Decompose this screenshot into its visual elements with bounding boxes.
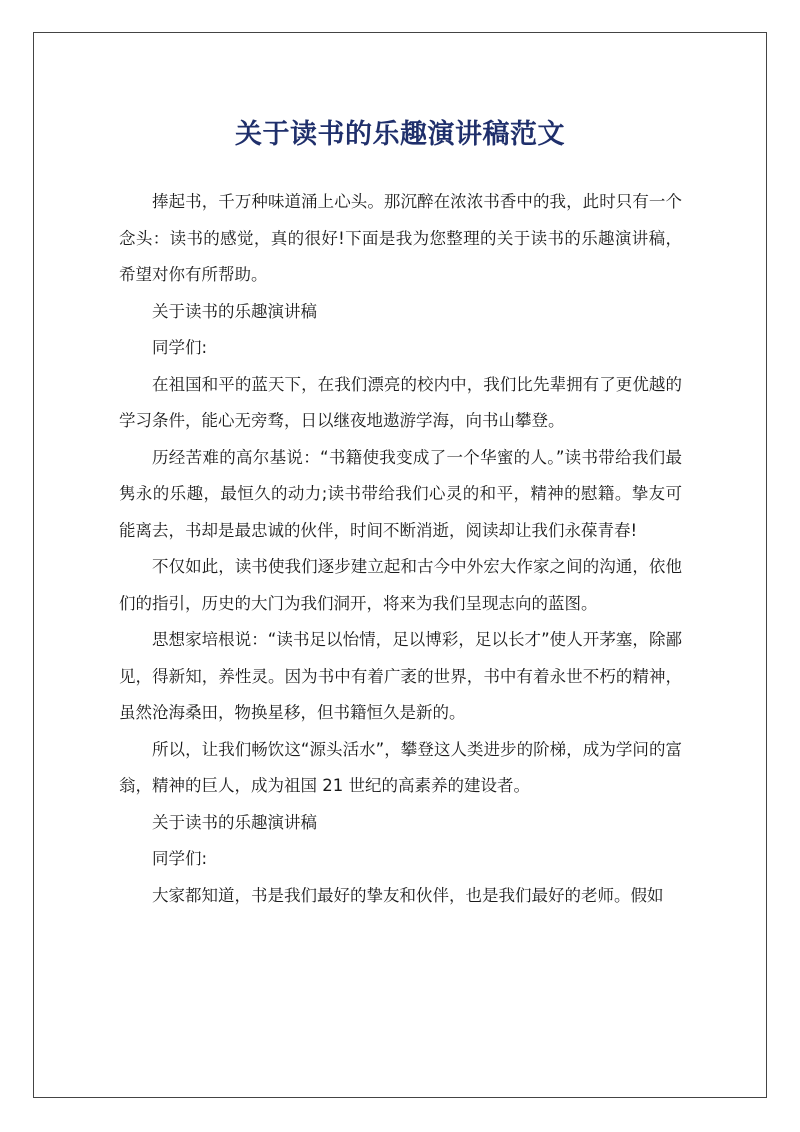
paragraph-greeting: 同学们: (152, 849, 208, 868)
document-title: 关于读书的乐趣演讲稿范文 (235, 119, 565, 150)
paragraph-greeting: 同学们: (152, 338, 208, 357)
paragraph-subtitle: 关于读书的乐趣演讲稿 (152, 812, 317, 832)
document-body (119, 184, 682, 914)
paragraph: 所以，让我们畅饮这“源头活水”，攀登这人类进步的阶梯，成为学问的富翁，精神的巨人，成为祖国 21 世纪的高素养的建设者。 (119, 739, 682, 795)
paragraph: 不仅如此，读书使我们逐步建立起和古今中外宏大作家之间的沟通，依他们的指引，历史的大门为我们洞开，将来为我们呈现志向的蓝图。 (119, 557, 682, 613)
paragraph: 历经苦难的高尔基说：“书籍使我变成了一个华蜜的人。”读书带给我们最隽永的乐趣，最恒久的动力;读书带给我们心灵的和平，精神的慰籍。挚友可能离去，书却是最忠诚的伙伴，时间不断消逝，阅读却让我们永葆青春! (119, 447, 682, 540)
paragraph: 大家都知道，书是我们最好的挚友和伙伴，也是我们最好的老师。假如 (152, 885, 664, 905)
paragraph: 在祖国和平的蓝天下，在我们漂亮的校内中，我们比先辈拥有了更优越的学习条件，能心无旁骛，日以继夜地遨游学海，向书山攀登。 (119, 374, 682, 430)
paragraph-intro: 捧起书，千万种味道涌上心头。那沉醉在浓浓书香中的我，此时只有一个念头：读书的感觉，真的很好!下面是我为您整理的关于读书的乐趣演讲稿，希望对你有所帮助。 (119, 192, 682, 284)
paragraph: 思想家培根说：“读书足以怡情，足以博彩，足以长才”使人开茅塞，除鄙见，得新知，养性灵。因为书中有着广袤的世界，书中有着永世不朽的精神，虽然沧海桑田，物换星移，但书籍恒久是新的。 (119, 630, 682, 722)
paragraph-subtitle: 关于读书的乐趣演讲稿 (152, 301, 317, 321)
